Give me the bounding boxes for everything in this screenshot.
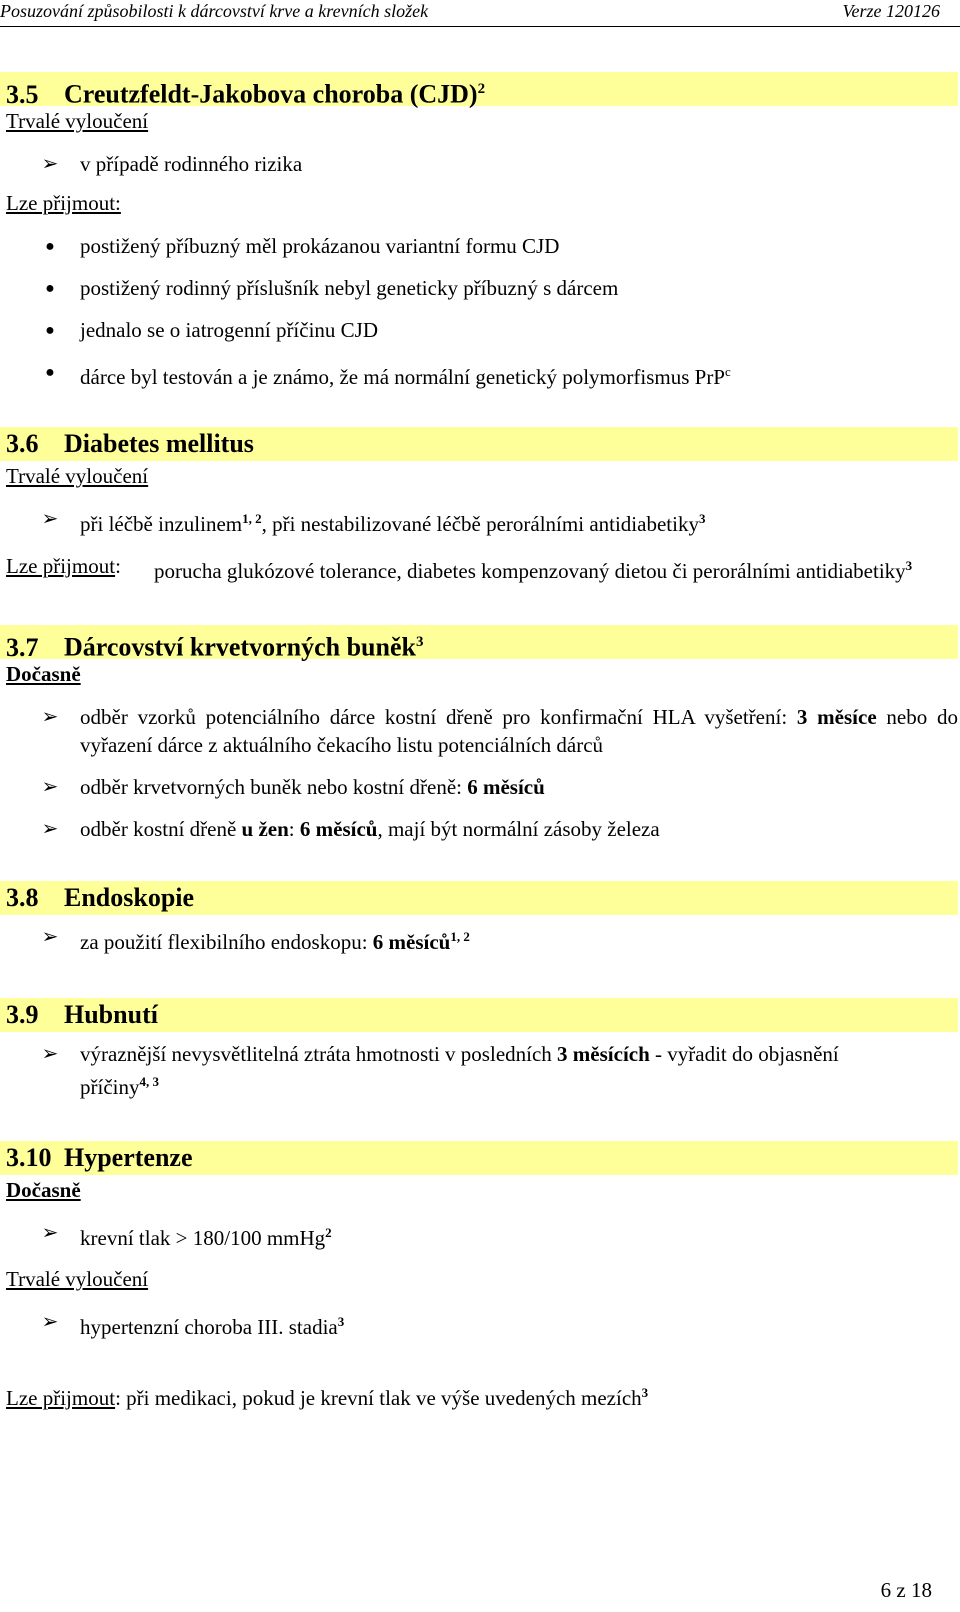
section-3-10-title bbox=[0, 1141, 958, 1175]
section-title-text: Dárcovství krvetvorných buněk bbox=[64, 632, 416, 662]
permanent-exclusion-heading: Trvalé vyloučení bbox=[6, 109, 149, 133]
document-version: Verze 120126 bbox=[842, 1, 940, 21]
section-title-text: Hypertenze bbox=[64, 1143, 193, 1172]
list-item: ➢ za použití flexibilního endoskopu: 6 měsíců$^{1, 2}$ bbox=[0, 923, 958, 956]
arrow-bullet-icon: ➢ bbox=[41, 1311, 59, 1333]
temporary-heading: Dočasně bbox=[6, 1178, 81, 1202]
list-item: ➢ v případě rodinného rizika bbox=[41, 152, 303, 176]
weight-loss-list bbox=[0, 1040, 958, 1101]
dot-bullet-icon: ● bbox=[45, 280, 55, 297]
dot-bullet-icon: ● bbox=[45, 238, 55, 255]
temporary-list bbox=[0, 1219, 958, 1252]
section-number: 3.7 bbox=[6, 632, 39, 662]
list-item: ● postižený příbuzný měl prokázanou variantní formu CJD bbox=[0, 232, 958, 260]
section-3-7-title bbox=[0, 625, 958, 662]
arrow-bullet-icon: ➢ bbox=[41, 776, 59, 798]
section-title-text: Endoskopie bbox=[64, 883, 195, 912]
endoscopy-list bbox=[0, 923, 958, 956]
arrow-bullet-icon: ➢ bbox=[41, 818, 59, 840]
section-3-6-title bbox=[0, 427, 958, 461]
list-item: ● jednalo se o iatrogenní příčinu CJD bbox=[0, 316, 958, 344]
section-number: 3.9 bbox=[6, 1000, 39, 1029]
section-number: 3.6 bbox=[6, 429, 39, 458]
permanent-exclusion-heading: Trvalé vyloučení bbox=[6, 1267, 149, 1291]
acceptable-note: Lze přijmout: porucha glukózové tolerance, diabetes kompenzovaný dietou či perorálními antidiabetiky$^3$ bbox=[6, 554, 913, 583]
dot-bullet-icon: ● bbox=[45, 322, 55, 339]
arrow-bullet-icon: ➢ bbox=[41, 1043, 59, 1065]
list-item: ➢ odběr kostní dřeně u žen: 6 měsíců, mají být normální zásoby železa bbox=[41, 817, 660, 841]
list-item: ● dárce byl testován a je známo, že má normální genetický polymorfismus PrP$^c$ bbox=[0, 358, 958, 391]
arrow-bullet-icon: ➢ bbox=[41, 926, 59, 948]
list-item: ➢ krevní tlak > 180/100 mmHg$^2$ bbox=[0, 1219, 958, 1252]
section-number: 3.8 bbox=[6, 883, 39, 912]
arrow-bullet-icon: ➢ bbox=[41, 1222, 59, 1244]
arrow-bullet-icon: ➢ bbox=[41, 706, 59, 728]
footnote-ref: 3 bbox=[415, 634, 424, 650]
dot-bullet-icon: ● bbox=[45, 364, 55, 381]
list-item: ➢ při léčbě inzulinem$^{1, 2}$, při nestabilizované léčbě perorálními antidiabetiky$^3$ bbox=[0, 505, 958, 538]
section-3-8-title bbox=[0, 881, 958, 915]
permanent-exclusion-list bbox=[0, 1308, 958, 1341]
section-number: 3.10 bbox=[6, 1143, 52, 1172]
arrow-bullet-icon: ➢ bbox=[41, 153, 59, 175]
footnote-ref: 2 bbox=[477, 81, 486, 97]
list-item: ➢ odběr krvetvorných buněk nebo kostní dřeně: 6 měsíců bbox=[41, 775, 545, 799]
section-number: 3.5 bbox=[6, 79, 39, 109]
list-item: ● postižený rodinný příslušník nebyl geneticky příbuzný s dárcem bbox=[0, 274, 958, 302]
page-header bbox=[0, 0, 960, 27]
acceptable-list bbox=[0, 232, 958, 391]
section-3-5-title bbox=[0, 72, 958, 109]
temporary-list bbox=[0, 703, 958, 843]
acceptable-note: Lze přijmout: při medikaci, pokud je krevní tlak ve výše uvedených mezích$^3$ bbox=[6, 1385, 649, 1410]
document-title: Posuzování způsobilosti k dárcovství krve a krevních složek bbox=[0, 1, 429, 21]
permanent-exclusion-heading: Trvalé vyloučení bbox=[6, 464, 149, 488]
document-body bbox=[0, 72, 958, 1412]
page-number: 6 z 18 bbox=[880, 1578, 932, 1602]
acceptable-heading: Lze přijmout: bbox=[6, 191, 121, 215]
temporary-heading: Dočasně bbox=[6, 662, 81, 686]
section-title-text: Diabetes mellitus bbox=[64, 429, 254, 458]
section-title-text: Creutzfeldt-Jakobova choroba (CJD) bbox=[64, 79, 478, 109]
list-item: ➢ odběr vzorků potenciálního dárce kostní dřeně pro konfirmační HLA vyšetření: 3 měsíce nebo do vyřazení dárce z aktuálního čekacího listu potenciálních dárců bbox=[41, 705, 959, 757]
section-title-text: Hubnutí bbox=[64, 1000, 158, 1029]
permanent-exclusion-list bbox=[0, 505, 958, 538]
permanent-exclusion-list bbox=[0, 150, 958, 178]
list-item: ➢ hypertenzní choroba III. stadia$^3$ bbox=[0, 1308, 958, 1341]
section-3-9-title bbox=[0, 998, 958, 1032]
list-item: ➢ výraznější nevysvětlitelná ztráta hmotnosti v posledních 3 měsících - vyřadit do objasnění příčiny$^{4, 3}$ bbox=[41, 1042, 839, 1099]
arrow-bullet-icon: ➢ bbox=[41, 508, 59, 530]
